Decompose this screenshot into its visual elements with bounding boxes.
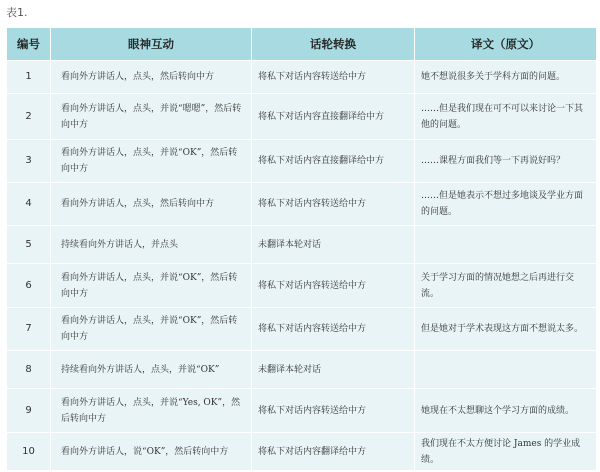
eye-contact-cell: 持续看向外方讲话人，点头，并说“OK” bbox=[51, 351, 252, 389]
translation-cell: ……但是她表示不想过多地谈及学业方面的问题。 bbox=[415, 183, 597, 226]
translation-cell: 但是她对于学术表现这方面不想说太多。 bbox=[415, 308, 597, 351]
row-number: 2 bbox=[7, 94, 51, 140]
table-caption: 表1. bbox=[6, 6, 28, 19]
turn-taking-cell: 将私下对话内容翻译给中方 bbox=[252, 433, 415, 471]
row-number: 1 bbox=[7, 61, 51, 94]
translation-cell: 关于学习方面的情况她想之后再进行交流。 bbox=[415, 264, 597, 308]
eye-contact-cell: 持续看向外方讲话人，并点头 bbox=[51, 226, 252, 264]
table-row bbox=[7, 433, 597, 471]
translation-cell: ……但是我们现在可不可以来讨论一下其他的问题。 bbox=[415, 94, 597, 140]
table-row bbox=[7, 61, 597, 94]
turn-taking-cell: 将私下对话内容转送给中方 bbox=[252, 389, 415, 433]
translation-cell: 她现在不太想聊这个学习方面的成绩。 bbox=[415, 389, 597, 433]
data-table bbox=[6, 27, 597, 471]
turn-taking-cell: 未翻译本轮对话 bbox=[252, 226, 415, 264]
row-number: 8 bbox=[7, 351, 51, 389]
turn-taking-cell: 将私下对话内容转送给中方 bbox=[252, 264, 415, 308]
turn-taking-cell: 将私下对话内容直接翻译给中方 bbox=[252, 140, 415, 183]
turn-taking-cell: 将私下对话内容转送给中方 bbox=[252, 61, 415, 94]
header-eye-contact: 眼神互动 bbox=[51, 28, 252, 61]
turn-taking-cell: 将私下对话内容转送给中方 bbox=[252, 308, 415, 351]
eye-contact-cell: 看向外方讲话人，说“OK”，然后转向中方 bbox=[51, 433, 252, 471]
row-number: 10 bbox=[7, 433, 51, 471]
translation-cell: 她不想说很多关于学科方面的问题。 bbox=[415, 61, 597, 94]
row-number: 7 bbox=[7, 308, 51, 351]
eye-contact-cell: 看向外方讲话人，点头，并说“OK”，然后转向中方 bbox=[51, 308, 252, 351]
header-translation: 译文（原文） bbox=[415, 28, 597, 61]
table-row bbox=[7, 140, 597, 183]
eye-contact-cell: 看向外方讲话人，点头，然后转向中方 bbox=[51, 61, 252, 94]
header-turn-taking: 话轮转换 bbox=[252, 28, 415, 61]
table-row bbox=[7, 308, 597, 351]
eye-contact-cell: 看向外方讲话人，点头，并说“Yes, OK”，然后转向中方 bbox=[51, 389, 252, 433]
eye-contact-cell: 看向外方讲话人，点头，并说“OK”，然后转向中方 bbox=[51, 264, 252, 308]
header-row bbox=[7, 28, 597, 61]
row-number: 3 bbox=[7, 140, 51, 183]
turn-taking-cell: 将私下对话内容转送给中方 bbox=[252, 183, 415, 226]
turn-taking-cell: 将私下对话内容直接翻译给中方 bbox=[252, 94, 415, 140]
table-row bbox=[7, 183, 597, 226]
table-row bbox=[7, 264, 597, 308]
table-row bbox=[7, 226, 597, 264]
table-row bbox=[7, 94, 597, 140]
turn-taking-cell: 未翻译本轮对话 bbox=[252, 351, 415, 389]
translation-cell bbox=[415, 351, 597, 389]
row-number: 9 bbox=[7, 389, 51, 433]
eye-contact-cell: 看向外方讲话人，点头，并说“OK”，然后转向中方 bbox=[51, 140, 252, 183]
eye-contact-cell: 看向外方讲话人，点头，并说“嗯嗯”，然后转向中方 bbox=[51, 94, 252, 140]
translation-cell: 我们现在不太方便讨论 James 的学业成绩。 bbox=[415, 433, 597, 471]
row-number: 4 bbox=[7, 183, 51, 226]
table-row bbox=[7, 351, 597, 389]
translation-cell bbox=[415, 226, 597, 264]
table-row bbox=[7, 389, 597, 433]
eye-contact-cell: 看向外方讲话人，点头，然后转向中方 bbox=[51, 183, 252, 226]
row-number: 6 bbox=[7, 264, 51, 308]
row-number: 5 bbox=[7, 226, 51, 264]
translation-cell: ……课程方面我们等一下再说好吗？ bbox=[415, 140, 597, 183]
header-number: 编号 bbox=[7, 28, 51, 61]
